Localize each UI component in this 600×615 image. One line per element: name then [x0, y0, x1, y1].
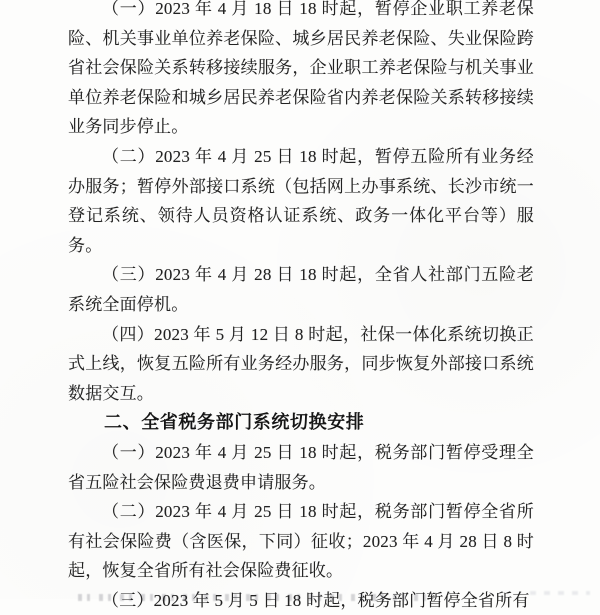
paragraph: （二）2023 年 4 月 25 日 18 时起，暂停五险所有业务经办服务；暂停外部接口系统（包括网上办事系统、长沙市统一登记系统、领待人员资格认证系统、政务一体化平台等）服务。 — [68, 146, 534, 255]
paragraph: （一）2023 年 4 月 25 日 18 时起，税务部门暂停受理全省五险社会保险费退费申请服务。 — [68, 442, 534, 492]
paragraph: （一）2023 年 4 月 18 日 18 时起，暂停企业职工养老保险、机关事业单位养老保险、城乡居民养老保险、失业保险跨省社会保险关系转移接续服务，企业职工养老保险与机关事业单位养老保险和城乡居民养老保险省内养老保险关系转移接续业务同步停止。 — [68, 0, 534, 137]
document-body — [68, 0, 534, 615]
paragraph: （四）2023 年 5 月 12 日 8 时起，社保一体化系统切换正式上线，恢复五险所有业务经办服务，同步恢复外部接口系统数据交互。 — [68, 324, 534, 403]
cutoff-text-fragment — [530, 591, 590, 595]
paragraph: （三）2023 年 5 月 5 日 18 时起，税务部门暂停全省所有 — [102, 590, 530, 610]
section-heading: 二、全省税务部门系统切换安排 — [104, 412, 365, 433]
paragraph: （三）2023 年 4 月 28 日 18 时起，全省人社部门五险老系统全面停机。 — [68, 265, 534, 314]
paragraph: （二）2023 年 4 月 25 日 18 时起，税务部门暂停全省所有社会保险费（含医保，下同）征收；2023 年 4 月 28 日 8 时起，恢复全省所有社会保险费征收。 — [68, 502, 534, 581]
cutoff-text-line — [78, 594, 428, 601]
